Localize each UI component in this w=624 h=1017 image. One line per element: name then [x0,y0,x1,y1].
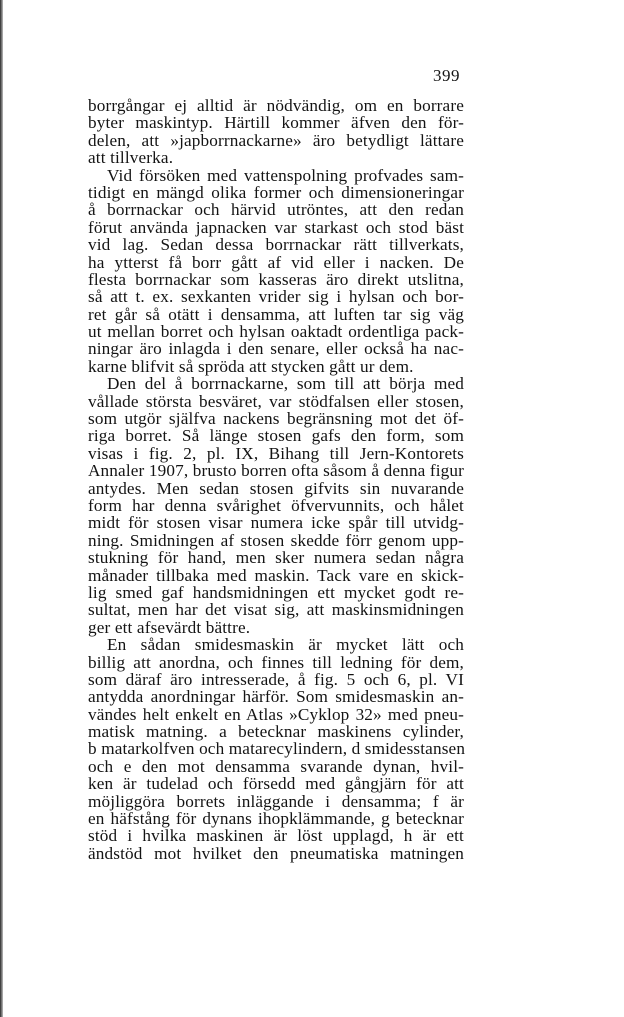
text-line: vid lag. Sedan dessa borrnackar rätt tillverkats, [88,235,464,255]
page-number: 399 [433,66,460,85]
text-line: att tillverka. [88,148,174,168]
page-binding-edge [0,0,3,1017]
text-line: som däraf äro intresserade, å fig. 5 och 6, pl. VI [88,669,464,689]
text-line: delen, att »japborrnackarne» äro betydligt lättare [88,130,464,150]
text-line: karne blifvit så spröda att stycken gått ur dem. [88,356,414,376]
text-line: Den del å borrnackarne, som till att börja med [107,374,464,394]
text-line: visas i fig. 2, pl. IX, Bihang till Jern-Kontorets [88,443,464,463]
text-line: antydda anordningar härför. Som smidesmaskin an- [88,687,464,707]
text-line: ger ett afsevärdt bättre. [88,617,251,637]
text-line: matisk matning. a betecknar maskinens cylinder, [88,722,464,742]
text-line: ningar äro inlagda i den senare, eller också ha nac- [88,339,464,359]
text-line: sultat, men har det visat sig, att maskinsmidningen [88,600,464,620]
text-line: månader tillbaka med maskin. Tack vare en skick- [88,565,464,585]
text-line: stöd i hvilka maskinen är löst upplagd, h är ett [88,826,464,846]
text-line: möjliggöra borrets inläggande i densamma; f är [88,791,464,811]
text-line: billig att anordna, och finnes till ledning för dem, [88,652,464,672]
text-line: ändstöd mot hvilket den pneumatiska matningen [88,843,464,863]
text-line: form har denna svårighet öfvervunnits, och hålet [88,495,464,515]
text-line: så att t. ex. sexkanten vrider sig i hylsan och bor- [88,287,464,307]
text-line: Vid försöken med vattenspolning profvades sam- [107,165,464,185]
text-line: stukning för hand, men sker numera sedan några [88,548,464,568]
text-line: midt för stosen visar numera icke spår till utvidg- [88,513,464,533]
text-line: å borrnackar och härvid utröntes, att den redan [88,200,464,220]
text-line: riga borret. Så länge stosen gafs den form, som [88,426,464,446]
text-line: en häfstång för dynans ihopklämmande, g betecknar [88,809,464,829]
text-line: borrgångar ej alltid är nödvändig, om en borrare [88,96,464,115]
body-text [88,97,464,862]
text-line: En sådan smidesmaskin är mycket lätt och [107,635,464,655]
text-line: lig smed gaf handsmidningen ett mycket godt re- [88,582,464,602]
text-line: ut mellan borret och hylsan oaktadt ordentliga pack- [88,322,464,342]
text-line: b matarkolfven och matarecylindern, d smidesstansen [88,739,466,759]
text-line: flesta borrnackar som kasseras äro direkt utslitna, [88,269,464,289]
text-line: och e den mot densamma svarande dynan, hvil- [88,756,464,776]
text-line: byter maskintyp. Härtill kommer äfven den för- [88,113,464,133]
text-line: förut använda japnacken var starkast och stod bäst [88,217,464,237]
text-line: Annaler 1907, brusto borren ofta såsom å denna figur [88,461,464,481]
text-line: ning. Smidningen af stosen skedde förr genom upp- [88,530,464,550]
text-line: antydes. Men sedan stosen gifvits sin nuvarande [88,478,464,498]
text-line: ha ytterst få borr gått af vid eller i nacken. De [88,252,464,272]
text-line: ret går så otätt i densamma, att luften tar sig väg [88,304,464,324]
text-line: ken är tudelad och försedd med gångjärn för att [88,774,464,794]
text-line: som utgör själfva nackens begränsning mot det öf- [88,409,464,429]
text-line: vändes helt enkelt en Atlas »Cyklop 32» med pneu- [88,704,464,724]
text-line: vållade största besväret, var stödfalsen eller stosen, [88,391,464,411]
text-line: tidigt en mängd olika former och dimensioneringar [88,182,464,202]
